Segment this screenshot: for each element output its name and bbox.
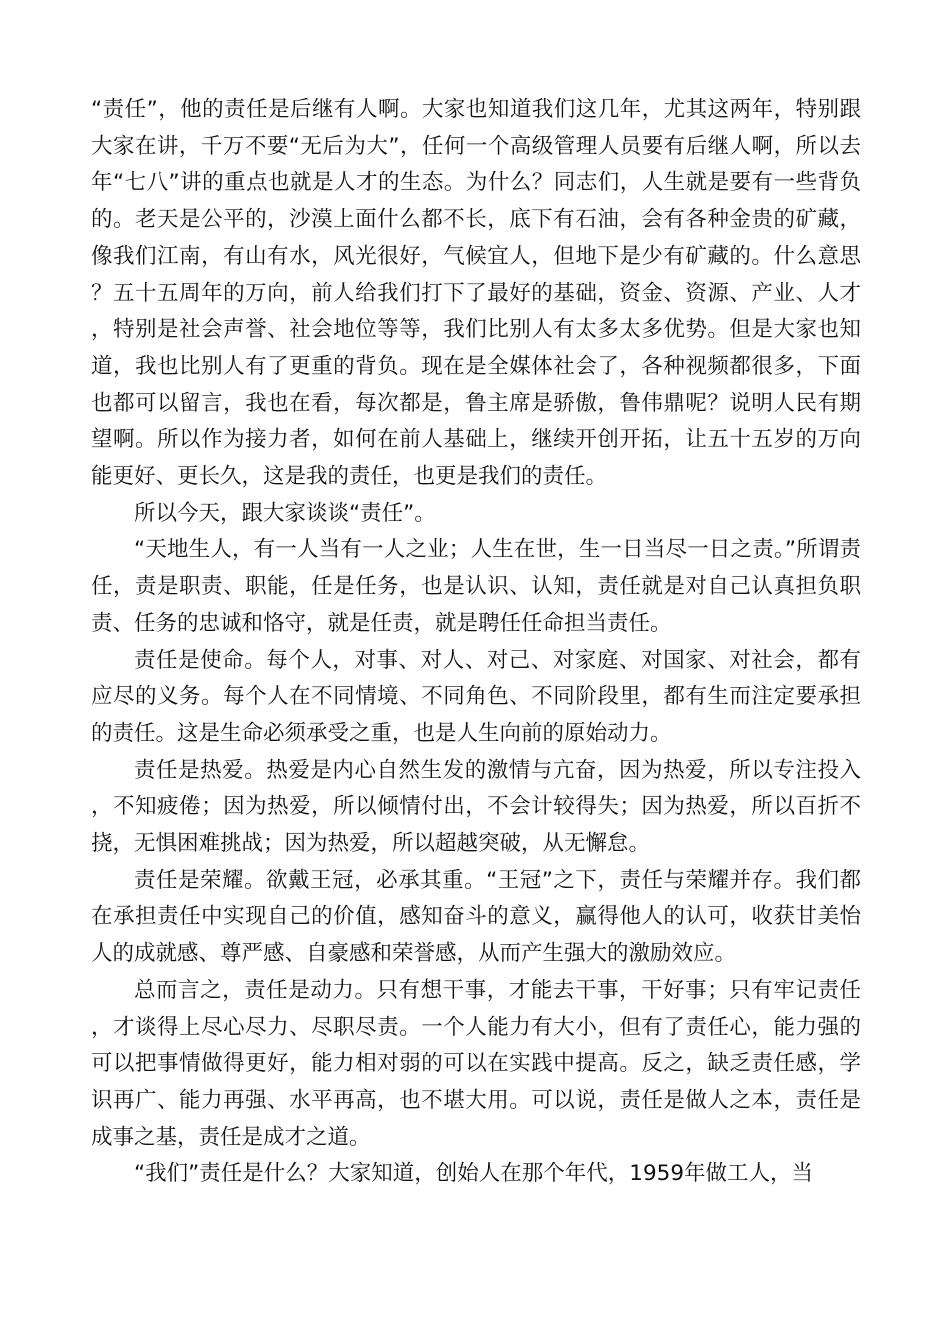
paragraph-2: 所以今天，跟大家谈谈“责任”。 [134,500,436,526]
paragraph-5: 责任是热爱。热爱是内心自然生发的激情与亢奋，因为热爱，所以专注投入，不知疲倦；因为热爱，所以倾情付出，不会计较得失；因为热爱，所以百折不挠，无惧困难挑战；因为热爱，所以超越突破，从无懈怠。 [91,757,861,857]
paragraph-4: 责任是使命。每个人，对事、对人、对己、对家庭、对国家、对社会，都有应尽的义务。每个人在不同情境、不同角色、不同阶段里，都有生而注定要承担的责任。这是生命必须承受之重，也是人生向前的原始动力。 [91,647,861,746]
paragraph-6: 责任是荣耀。欲戴王冠，必承其重。“王冠”之下，责任与荣耀并存。我们都在承担责任中实现自己的价值，感知奋斗的意义，赢得他人的认可，收获甘美怡人的成就感、尊严感、自豪感和荣誉感，从而产生强大的激励效应。 [91,867,861,967]
paragraph-8: “我们”责任是什么？大家知道，创始人在那个年代，1959年做工人，当 [134,1161,813,1187]
paragraph-1: “责任”，他的责任是后继有人啊。大家也知道我们这几年，尤其这两年，特别跟大家在讲，千万不要“无后为大”，任何一个高级管理人员要有后继人啊，所以去年“七八”讲的重点也就是人才的生态。为什么？同志们，人生就是要有一些背负的。老天是公平的，沙漠上面什么都不长，底下有石油，会有各种金贵的矿藏，像我们江南，有山有水，风光很好，气候宜人，但地下是少有矿藏的。什么意思？五十五周年的万向，前人给我们打下了最好的基础，资金、资源、产业、人才，特别是社会声誉、社会地位等等，我们比别人有太多太多优势。但是大家也知道，我也比别人有了更重的背负。现在是全媒体社会了，各种视频都很多，下面也都可以留言，我也在看，每次都是，鲁主席是骄傲，鲁伟鼎呢？说明人民有期望啊。所以作为接力者，如何在前人基础上，继续开创开拓，让五十五岁的万向能更好、更长久，这是我的责任，也更是我们的责任。 [91,97,861,490]
paragraph-3: “天地生人，有一人当有一人之业；人生在世，生一日当尽一日之责。”所谓责任，责是职责、职能，任是任务，也是认识、认知，责任就是对自己认真担负职责、任务的忠诚和恪守，就是任责，就是聘任任命担当责任。 [91,537,861,636]
paragraph-7: 总而言之，责任是动力。只有想干事，才能去干事，干好事；只有牢记责任，才谈得上尽心尽力、尽职尽责。一个人能力有大小，但有了责任心，能力强的可以把事情做得更好，能力相对弱的可以在实践中提高。反之，缺乏责任感，学识再广、能力再强、水平再高，也不堪大用。可以说，责任是做人之本，责任是成事之基，责任是成才之道。 [91,977,861,1150]
document-page [91,92,861,1193]
